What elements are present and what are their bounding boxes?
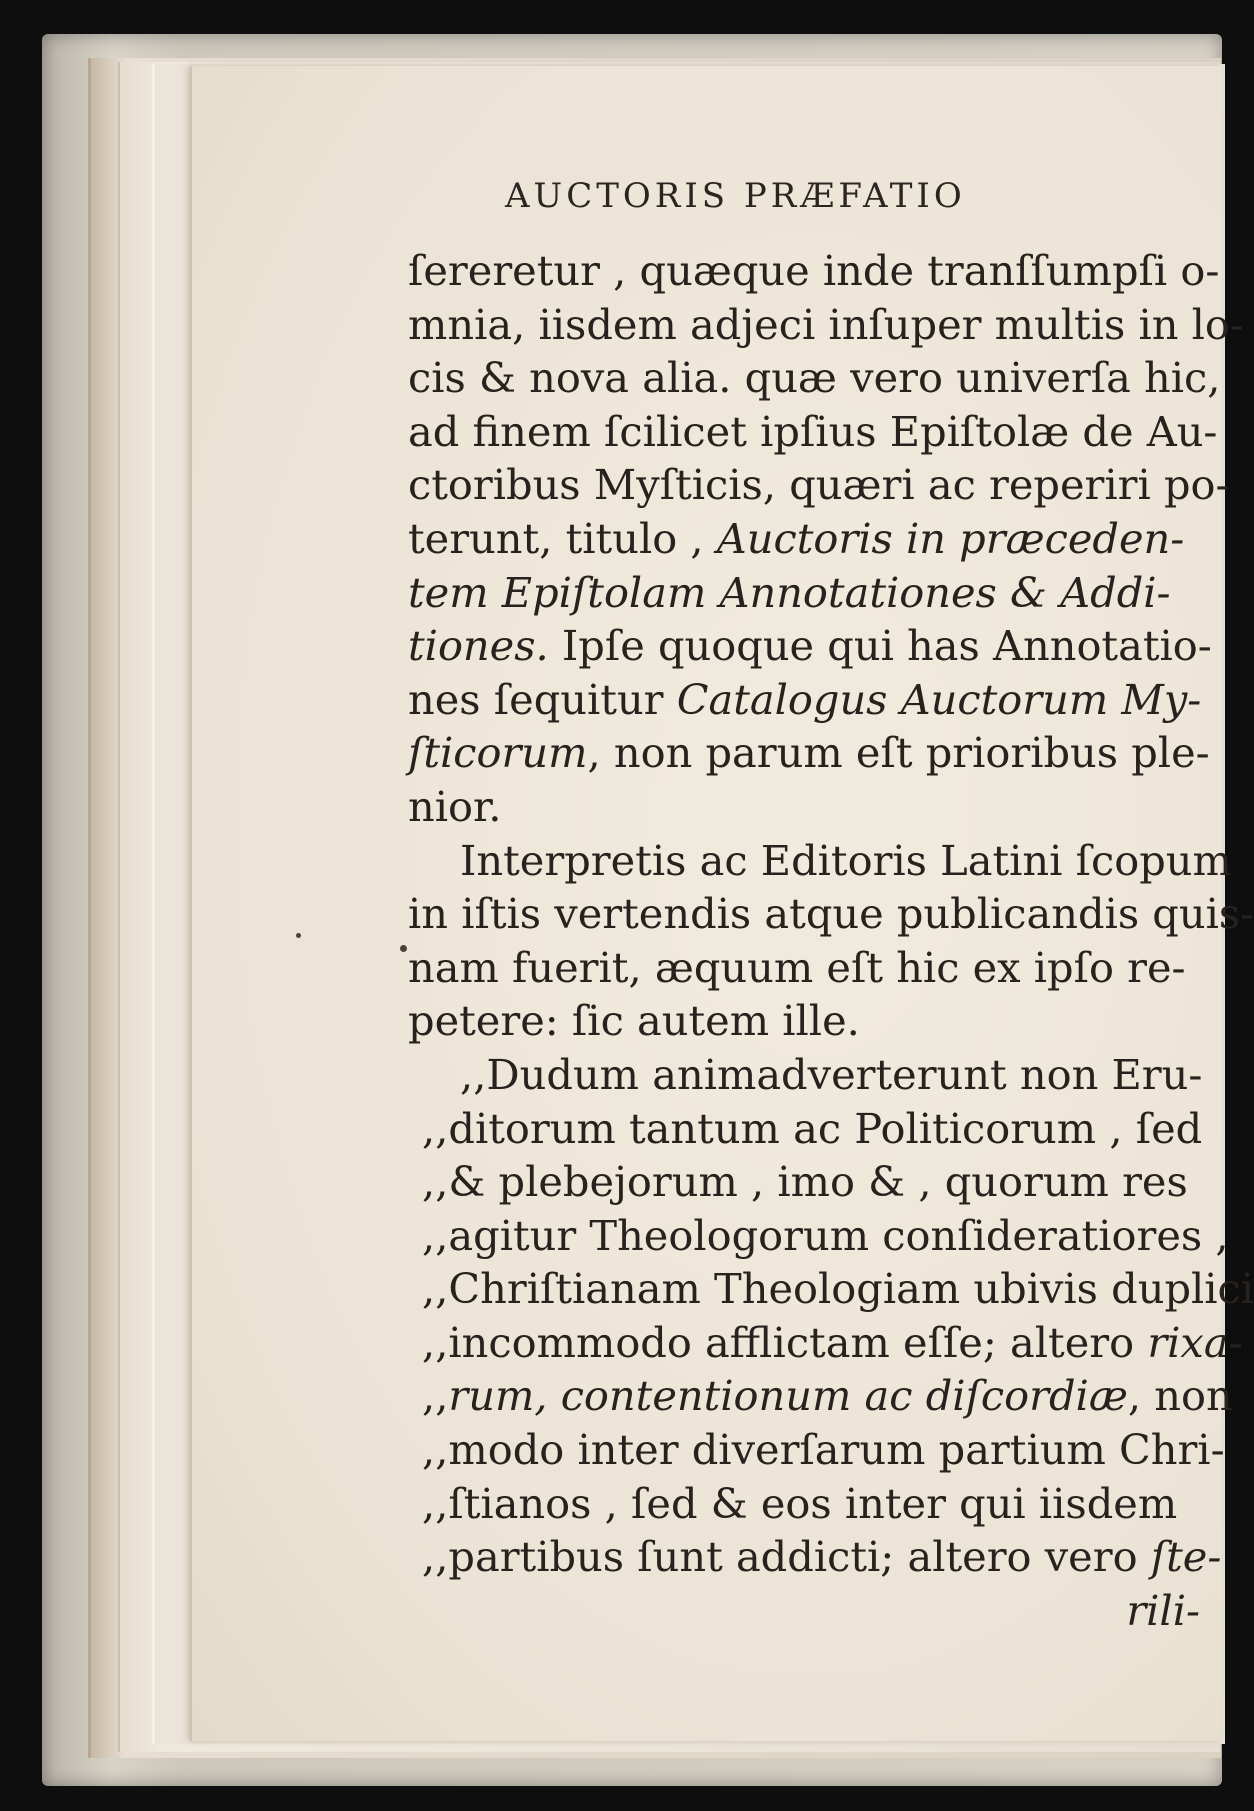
text-run: in iſtis vertendis atque publicandis quis- — [408, 889, 1254, 939]
text-line — [408, 619, 1212, 673]
text-run: Interpretis ac Editoris Latini ſcopum — [460, 835, 1232, 885]
text-run: Ipſe quoque qui has Annotatio- — [548, 621, 1212, 671]
text-line — [408, 1584, 1200, 1638]
text-line — [408, 1369, 1233, 1423]
text-run: tiones. — [408, 621, 549, 671]
text-run: ,,incommodo afflictam eſſe; altero — [422, 1317, 1148, 1367]
text-line — [408, 458, 1230, 512]
text-run: terunt, titulo , — [408, 513, 717, 563]
text-run: rixa- — [1147, 1317, 1243, 1367]
text-run: ſereretur , quæque inde tranſſumpſi o- — [408, 246, 1220, 295]
text-run: ,,modo inter diverſarum partium Chri- — [422, 1425, 1225, 1475]
text-run: ,,Chriſtianam Theologiam ubivis duplici — [422, 1264, 1254, 1314]
text-run: ctoribus Myſticis, quæri ac reperiri po- — [408, 460, 1230, 510]
text-line — [408, 1530, 1222, 1584]
text-run: petere: ſic autem ille. — [408, 996, 860, 1046]
ink-spot — [296, 933, 301, 938]
text-run: nior. — [408, 781, 502, 831]
text-run: nam fuerit, æquum eſt hic ex ipſo re- — [408, 942, 1186, 992]
text-run: ,,ditorum tantum ac Politicorum , ſed — [422, 1103, 1203, 1153]
text-line — [408, 1209, 1229, 1263]
text-line — [408, 298, 1244, 352]
text-line — [408, 351, 1221, 405]
text-run: ſticorum — [408, 728, 588, 778]
ink-spot — [400, 945, 407, 952]
text-line — [408, 1316, 1243, 1370]
text-line — [408, 994, 1200, 1048]
text-run: ,,& plebejorum , imo & , quorum res — [422, 1157, 1188, 1207]
text-run: cis & nova alia. quæ vero univerſa hic, — [408, 353, 1221, 403]
text-line — [408, 673, 1200, 727]
text-run: , non parum eſt prioribus ple- — [587, 728, 1210, 778]
text-run: Catalogus Auctorum My- — [676, 674, 1202, 724]
text-line — [408, 1155, 1200, 1209]
text-line — [408, 887, 1254, 941]
text-run: Auctoris in præceden- — [716, 513, 1185, 563]
text-line — [408, 566, 1200, 620]
text-line — [408, 726, 1210, 780]
text-line — [408, 1477, 1200, 1531]
text-run: mnia, iisdem adjeci inſuper multis in lo- — [408, 299, 1244, 349]
text-line — [408, 512, 1200, 566]
text-line — [408, 1102, 1203, 1156]
text-run: rili- — [1126, 1585, 1200, 1635]
page-header: AUCTORIS PRÆFATIO — [505, 176, 966, 216]
text-run: rum, contentionum ac diſcordiæ — [448, 1371, 1128, 1421]
text-line — [408, 941, 1200, 995]
text-run: ,,agitur Theologorum conſideratiores , — [422, 1210, 1229, 1260]
text-run: ſte- — [1150, 1532, 1222, 1582]
text-line — [408, 834, 1232, 888]
text-run: ,,partibus ſunt addicti; altero vero — [422, 1532, 1151, 1582]
text-line — [408, 405, 1218, 459]
body-text — [408, 244, 1254, 1637]
text-run: ad finem ſcilicet ipſius Epiſtolæ de Au- — [408, 406, 1218, 456]
text-run: , non — [1127, 1371, 1233, 1421]
text-run: ,, — [422, 1371, 449, 1421]
text-run: ,,ſtianos , ſed & eos inter qui iisdem — [422, 1478, 1178, 1528]
text-line — [408, 780, 1200, 834]
text-run: ,,Dudum animadverterunt non Eru- — [460, 1049, 1203, 1099]
text-run: tem Epiſtolam Annotationes & Addi- — [408, 567, 1171, 617]
text-line — [408, 1048, 1203, 1102]
text-run: nes ſequitur — [408, 674, 677, 724]
text-line — [408, 1423, 1225, 1477]
text-line — [408, 1262, 1254, 1316]
text-line — [408, 244, 1220, 298]
